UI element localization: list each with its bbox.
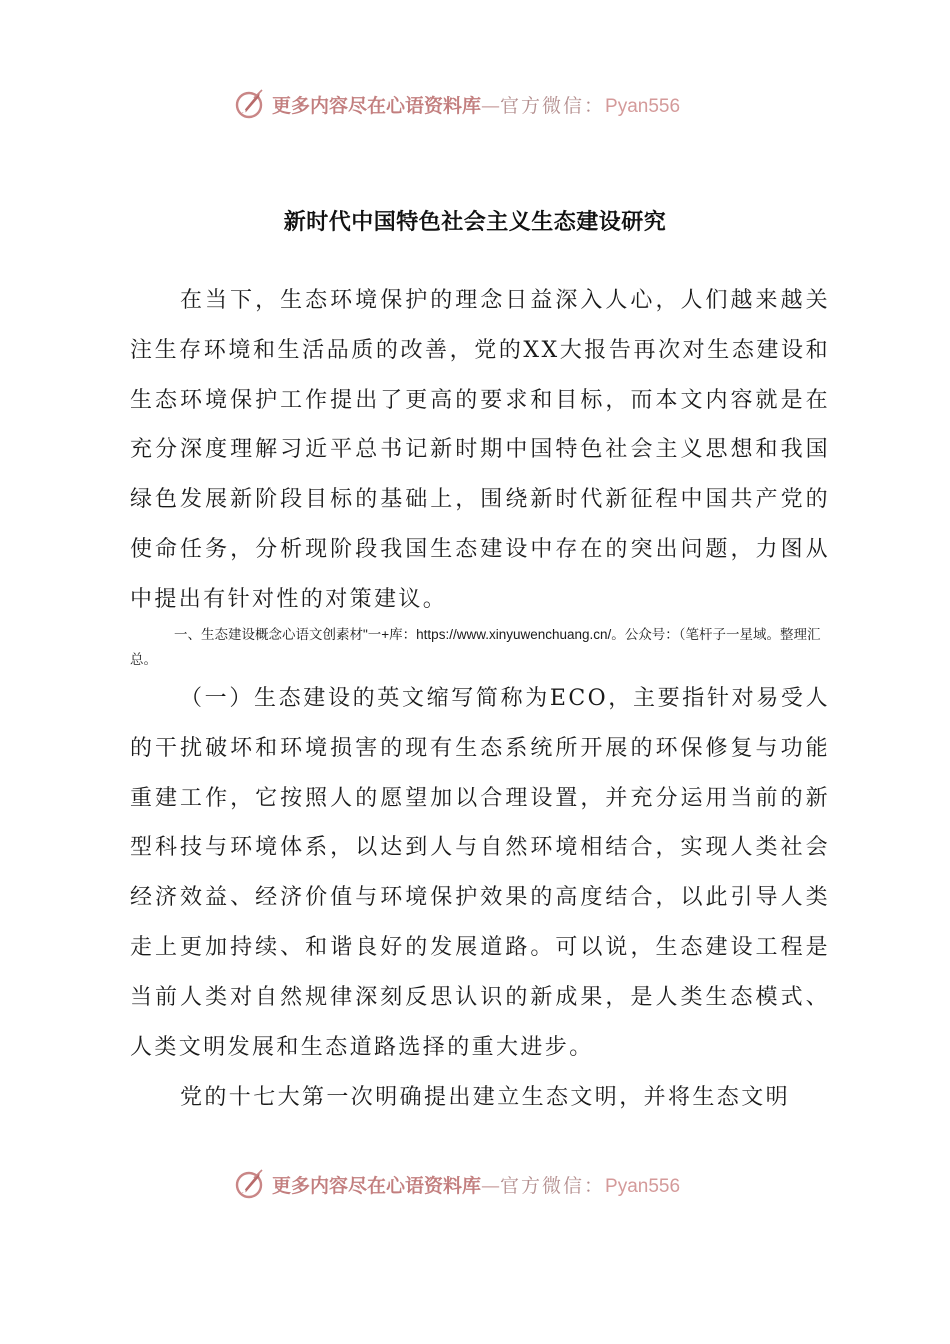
banner-wechat-handle: Pyan556 <box>605 1175 681 1197</box>
quill-pen-circle-icon <box>232 1166 268 1202</box>
banner-text <box>272 91 680 118</box>
body-paragraph-2: （一）生态建设的英文缩写简称为ECO，主要指针对易受人的干扰破坏和环境损害的现有生态系统所开展的环保修复与功能重建工作，它按照人的愿望加以合理设置，并充分运用当前的新型科技与环境体系，以达到人与自然环境相结合，实现人类社会经济效益、经济价值与环境保护效果的高度结合，以此引导人类走上更加持续、和谐良好的发展道路。可以说，生态建设工程是当前人类对自然规律深刻反思认识的新成果，是人类生态模式、人类文明发展和生态道路选择的重大进步。 <box>130 686 830 1060</box>
footer-watermark-banner <box>0 1162 950 1206</box>
banner-lead-text: 更多内容尽在心语资料库 <box>272 94 482 117</box>
banner-text <box>272 1171 680 1198</box>
banner-wechat-label: 官方微信： <box>500 94 606 117</box>
banner-wechat-handle: Pyan556 <box>605 95 681 117</box>
banner-dash: — <box>481 1174 501 1197</box>
banner-wechat-label: 官方微信： <box>500 1174 606 1197</box>
section-heading-note: 一、生态建设概念心语文创素材"一+库：https://www.xinyuwenchuang.cn/。公众号：（笔杆子一星域。整理汇总。 <box>130 627 821 667</box>
header-watermark-banner <box>0 82 950 126</box>
banner-dash: — <box>481 94 501 117</box>
quill-pen-circle-icon <box>232 86 268 122</box>
body-paragraph-3: 党的十七大第一次明确提出建立生态文明，并将生态文明 <box>180 1085 791 1110</box>
body-paragraph-1: 在当下，生态环境保护的理念日益深入人心，人们越来越关注生存环境和生活品质的改善，党的XX大报告再次对生态建设和生态环境保护工作提出了更高的要求和目标，而本文内容就是在充分深度理解习近平总书记新时期中国特色社会主义思想和我国绿色发展新阶段目标的基础上，围绕新时代新征程中国共产党的使命任务，分析现阶段我国生态建设中存在的突出问题，力图从中提出有针对性的对策建议。 <box>130 288 830 612</box>
document-title: 新时代中国特色社会主义生态建设研究 <box>283 210 667 235</box>
banner-lead-text: 更多内容尽在心语资料库 <box>272 1174 482 1197</box>
